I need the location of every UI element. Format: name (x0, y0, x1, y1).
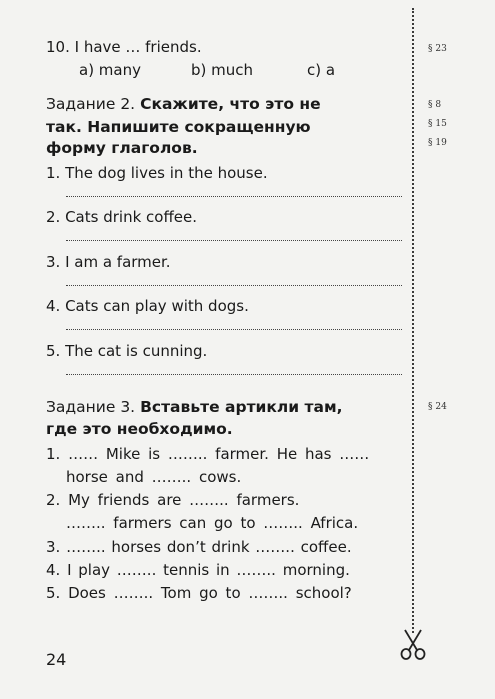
task-2-item: 3. I am a farmer. (46, 253, 171, 271)
task-3-line: horse and …….. cows. (66, 468, 242, 486)
question-10-options (79, 61, 335, 79)
section-ref: § 8 (428, 100, 442, 110)
page-number: 24 (46, 650, 67, 669)
task-2-instruction: так. Напишите сокращенную (46, 118, 311, 136)
question-10-stem: 10. I have … friends. (46, 38, 202, 56)
task-2-heading (46, 95, 321, 113)
task-2-label: Задание 2. (46, 95, 136, 113)
task-2-item: 2. Cats drink coffee. (46, 208, 198, 226)
section-ref: § 23 (428, 44, 447, 54)
cut-line (412, 8, 414, 633)
task-3-line: 4. I play …….. tennis in …….. morning. (46, 561, 350, 579)
section-ref: § 24 (428, 402, 447, 412)
task-3-line: 1. …… Mike is …….. farmer. He has …… (46, 445, 370, 463)
task-2-item: 5. The cat is cunning. (46, 342, 208, 360)
task-2-item: 4. Cats can play with dogs. (46, 297, 249, 315)
answer-line (66, 240, 402, 241)
task-2-instruction: форму глаголов. (46, 139, 198, 157)
task-3-line: 2. My friends are …….. farmers. (46, 491, 300, 509)
option-a: a) many (79, 61, 141, 79)
task-3-instruction: где это необходимо. (46, 420, 233, 438)
task-3-line: 3. …….. horses don’t drink …….. coffee. (46, 538, 352, 556)
answer-line (66, 285, 402, 286)
task-3-instruction: Вставьте артикли там, (140, 398, 343, 416)
answer-line (66, 374, 402, 375)
task-3-line: 5. Does …….. Tom go to …….. school? (46, 584, 352, 602)
answer-line (66, 196, 402, 197)
scissors-icon (396, 628, 430, 662)
section-ref: § 19 (428, 138, 447, 148)
task-2-item: 1. The dog lives in the house. (46, 164, 268, 182)
task-2-instruction: Скажите, что это не (140, 95, 321, 113)
task-3-heading (46, 398, 343, 416)
section-ref: § 15 (428, 119, 447, 129)
option-b: b) much (191, 61, 254, 79)
answer-line (66, 329, 402, 330)
option-c: c) a (307, 61, 336, 79)
task-3-line: …….. farmers can go to …….. Africa. (66, 514, 359, 532)
task-3-label: Задание 3. (46, 398, 136, 416)
